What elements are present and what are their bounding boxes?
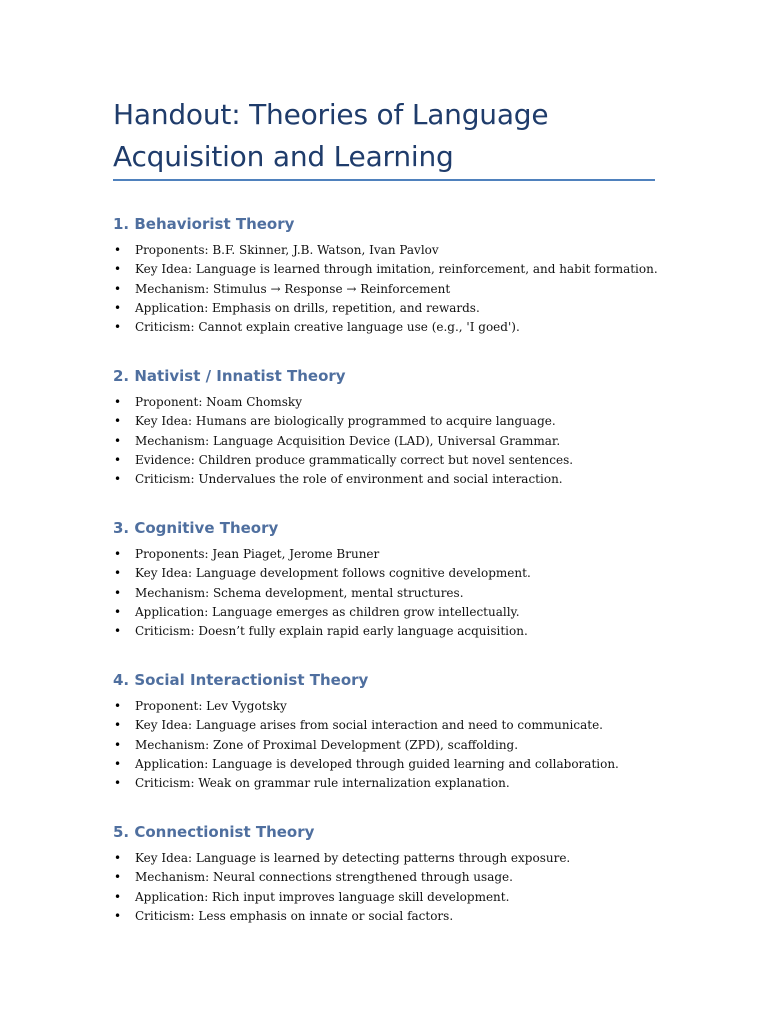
theory-section xyxy=(113,669,713,793)
list-item-text: Key Idea: Language arises from social interaction and need to communicate. xyxy=(135,718,603,733)
theory-section xyxy=(113,213,713,337)
list-item-text: Key Idea: Language is learned by detecting patterns through exposure. xyxy=(135,851,571,865)
list-item-text: Application: Language is developed through guided learning and collaboration. xyxy=(135,756,619,771)
bullet-icon: • xyxy=(114,870,122,885)
list-item xyxy=(113,393,713,412)
list-item xyxy=(113,545,713,564)
list-item-text: Key Idea: Language is learned through imitation, reinforcement, and habit formation. xyxy=(135,262,658,277)
list-item-text: Criticism: Less emphasis on innate or social factors. xyxy=(135,908,454,923)
section-heading: 1. Behaviorist Theory xyxy=(113,215,295,233)
bullet-icon: • xyxy=(114,281,122,296)
list-item-text: Application: Rich input improves language skill development. xyxy=(135,889,510,904)
bullet-list xyxy=(113,545,713,641)
list-item xyxy=(113,755,713,774)
list-item-text: Mechanism: Language Acquisition Device (LAD), Universal Grammar. xyxy=(135,433,561,448)
list-item xyxy=(113,412,713,431)
bullet-icon: • xyxy=(114,851,122,865)
list-item-text: Key Idea: Language development follows cognitive development. xyxy=(135,566,531,581)
bullet-icon: • xyxy=(114,472,122,487)
bullet-list xyxy=(113,849,713,926)
list-item xyxy=(113,584,713,603)
list-item xyxy=(113,318,713,337)
list-item-text: Mechanism: Schema development, mental structures. xyxy=(135,585,464,600)
bullet-icon: • xyxy=(114,320,122,335)
list-item-text: Proponents: Jean Piaget, Jerome Bruner xyxy=(135,547,380,561)
bullet-icon: • xyxy=(114,395,122,409)
theory-section xyxy=(113,365,713,489)
list-item xyxy=(113,603,713,622)
list-item-text: Mechanism: Zone of Proximal Development (ZPD), scaffolding. xyxy=(135,737,519,752)
list-item xyxy=(113,697,713,716)
section-heading: 5. Connectionist Theory xyxy=(113,823,315,841)
list-item xyxy=(113,622,713,641)
list-item xyxy=(113,868,713,887)
bullet-list xyxy=(113,241,713,337)
theory-section xyxy=(113,517,713,641)
list-item-text: Criticism: Undervalues the role of environment and social interaction. xyxy=(135,472,563,487)
bullet-icon: • xyxy=(114,604,122,619)
list-item-text: Proponent: Lev Vygotsky xyxy=(135,699,287,713)
bullet-list xyxy=(113,393,713,489)
list-item xyxy=(113,432,713,451)
list-item xyxy=(113,564,713,583)
list-item-text: Key Idea: Humans are biologically programmed to acquire language. xyxy=(135,414,556,429)
list-item xyxy=(113,451,713,470)
list-item xyxy=(113,280,713,299)
bullet-icon: • xyxy=(114,889,122,904)
bullet-icon: • xyxy=(114,566,122,581)
section-heading: 2. Nativist / Innatist Theory xyxy=(113,367,346,385)
bullet-icon: • xyxy=(114,624,122,639)
list-item-text: Proponents: B.F. Skinner, J.B. Watson, Ivan Pavlov xyxy=(135,243,439,257)
section-heading: 3. Cognitive Theory xyxy=(113,519,279,537)
list-item-text: Criticism: Doesn’t fully explain rapid early language acquisition. xyxy=(135,624,528,639)
list-item xyxy=(113,888,713,907)
page-title: Handout: Theories of Language Acquisition and Learning xyxy=(113,98,549,173)
list-item-text: Mechanism: Neural connections strengthened through usage. xyxy=(135,870,513,885)
list-item xyxy=(113,774,713,793)
bullet-icon: • xyxy=(114,718,122,733)
list-item-text: Criticism: Weak on grammar rule internalization explanation. xyxy=(135,776,510,791)
bullet-icon: • xyxy=(114,452,122,467)
bullet-icon: • xyxy=(114,737,122,752)
bullet-icon: • xyxy=(114,547,122,561)
bullet-icon: • xyxy=(114,300,122,315)
list-item xyxy=(113,260,713,279)
bullet-icon: • xyxy=(114,776,122,791)
bullet-list xyxy=(113,697,713,793)
bullet-icon: • xyxy=(114,699,122,713)
bullet-icon: • xyxy=(114,262,122,277)
list-item-text: Proponent: Noam Chomsky xyxy=(135,395,302,409)
bullet-icon: • xyxy=(114,585,122,600)
section-heading: 4. Social Interactionist Theory xyxy=(113,671,369,689)
list-item-text: Application: Emphasis on drills, repetition, and rewards. xyxy=(135,300,480,315)
list-item xyxy=(113,849,713,868)
theory-section xyxy=(113,821,713,926)
list-item-text: Mechanism: Stimulus → Response → Reinforcement xyxy=(135,281,451,296)
list-item xyxy=(113,907,713,926)
bullet-icon: • xyxy=(114,433,122,448)
list-item xyxy=(113,716,713,735)
title-underline-rule xyxy=(113,179,655,181)
list-item xyxy=(113,241,713,260)
list-item xyxy=(113,470,713,489)
list-item-text: Criticism: Cannot explain creative language use (e.g., 'I goed'). xyxy=(135,320,520,335)
bullet-icon: • xyxy=(114,414,122,429)
list-item xyxy=(113,736,713,755)
bullet-icon: • xyxy=(114,908,122,923)
list-item-text: Application: Language emerges as children grow intellectually. xyxy=(135,604,520,619)
bullet-icon: • xyxy=(114,756,122,771)
list-item xyxy=(113,299,713,318)
bullet-icon: • xyxy=(114,243,122,257)
list-item-text: Evidence: Children produce grammatically correct but novel sentences. xyxy=(135,452,574,467)
